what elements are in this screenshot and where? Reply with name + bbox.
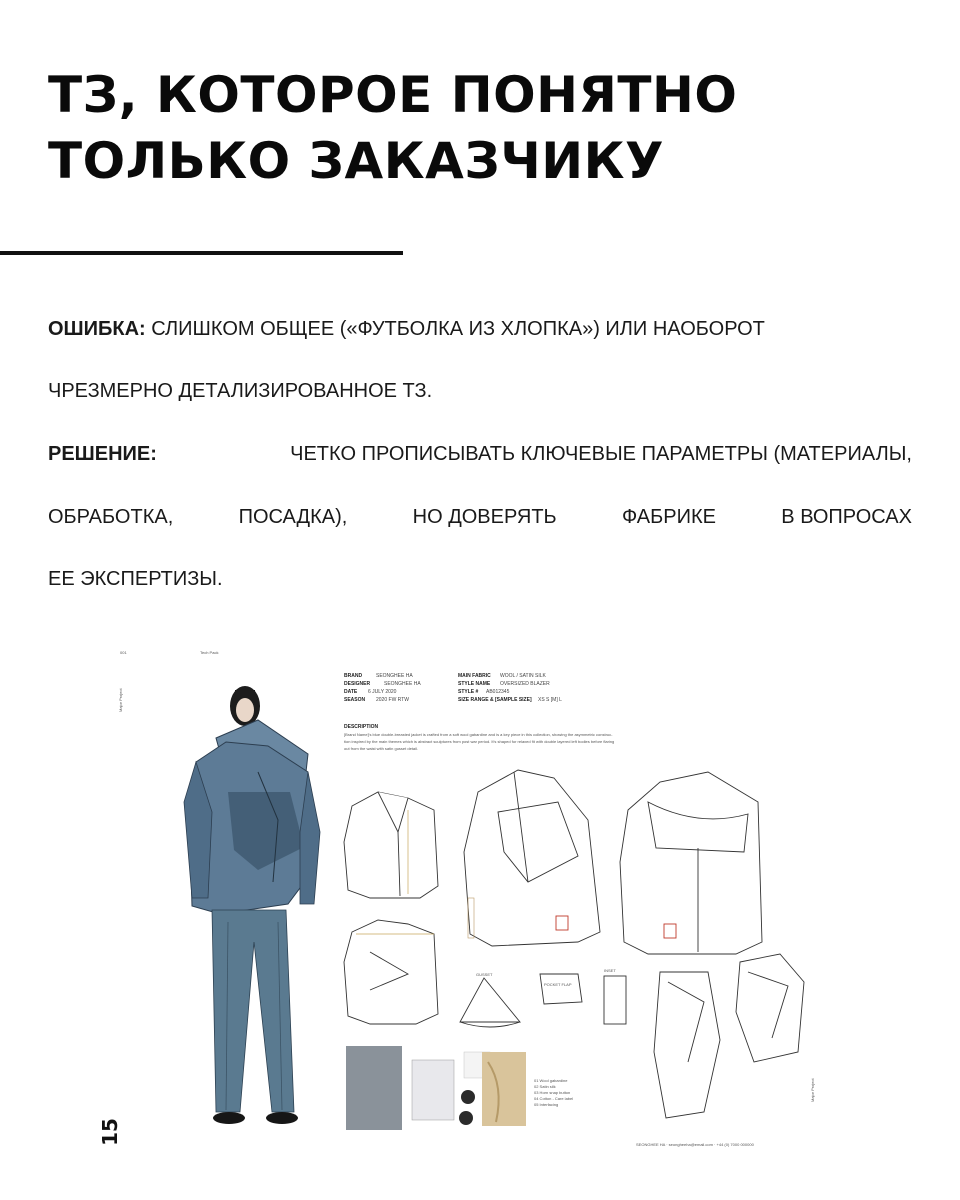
title-line-2: ТОЛЬКО ЗАКАЗЧИКУ: [48, 132, 665, 190]
material-item: 01 Wool gabardine: [534, 1078, 568, 1083]
error-line-1: [48, 318, 912, 341]
page-number: 15: [98, 1118, 122, 1146]
style-name-value: OVERSIZED BLAZER: [500, 681, 550, 687]
season-label: SEASON: [344, 697, 366, 703]
solution-word: ПОСАДКА),: [238, 506, 348, 528]
material-item: 03 Horn snap button: [534, 1090, 571, 1095]
error-line-2: ЧРЕЗМЕРНО ДЕТАЛИЗИРОВАННОЕ ТЗ.: [48, 380, 433, 402]
material-item: 04 Cotton - Care label: [534, 1096, 574, 1101]
tech-pack-illustration: [108, 642, 858, 1150]
tech-pack-right-label: Major Project: [810, 1078, 815, 1102]
description-label: DESCRIPTION: [344, 724, 379, 730]
title-line-1: ТЗ, КОТОРОЕ ПОНЯТНО: [48, 66, 738, 124]
model-face: [236, 698, 254, 722]
swatch-wool: [346, 1046, 402, 1130]
brand-label: BRAND: [344, 673, 363, 679]
model-shoe-right: [266, 1112, 298, 1124]
solution-label: РЕШЕНИЕ:: [48, 443, 157, 465]
solution-line-3: ЕЕ ЭКСПЕРТИЗЫ.: [48, 568, 223, 590]
button-swatch: [459, 1111, 473, 1125]
description-line: out from the waist with satin gusset detail.: [344, 746, 419, 751]
date-label: DATE: [344, 689, 358, 695]
solution-text-1: ЧЕТКО ПРОПИСЫВАТЬ КЛЮЧЕВЫЕ ПАРАМЕТРЫ (МАТЕРИАЛЫ,: [290, 443, 912, 465]
tech-pack-sheet: [108, 642, 858, 1150]
date-value: 6 JULY 2020: [368, 689, 397, 695]
title-divider: [0, 251, 403, 255]
tech-pack-page-code: 001: [120, 650, 127, 655]
solution-word: В ВОПРОСАХ: [781, 506, 912, 528]
tech-pack-header: Tech Pack: [200, 650, 219, 655]
tech-pack-side-label: Major Project: [118, 688, 123, 712]
season-value: 2020 FW RTW: [376, 697, 409, 703]
inset-label: INSET: [604, 968, 616, 973]
designer-value: SEONGHEE HA: [384, 681, 421, 687]
brand-value: SEONGHEE HA: [376, 673, 413, 679]
solution-line-1: [48, 443, 912, 466]
model-shoe-left: [213, 1112, 245, 1124]
swatch-satin: [412, 1060, 454, 1120]
material-item: 05 Interfacing: [534, 1102, 559, 1107]
solution-word: ФАБРИКЕ: [622, 506, 716, 528]
description-line: tion inspired by the main themes which is abstract sculptures from post war period. It's shaped for relaxed fit with double layered left bodies before flaring: [344, 739, 615, 744]
tech-pack-footer: SEONGHEE HA · seongheeha@email.com · +44 (0) 7000 000000: [636, 1142, 754, 1147]
style-no-label: STYLE #: [458, 689, 479, 695]
material-item: 02 Satin silk: [534, 1084, 556, 1089]
gusset-label: GUSSET: [476, 972, 493, 977]
style-name-label: STYLE NAME: [458, 681, 491, 687]
size-label: SIZE RANGE & [SAMPLE SIZE]: [458, 697, 532, 703]
solution-word: ОБРАБОТКА,: [48, 506, 174, 528]
page-title: [48, 62, 918, 194]
pocket-flap-label: POCKET FLAP: [544, 982, 572, 987]
fabric-label: MAIN FABRIC: [458, 673, 491, 679]
solution-line-2: [48, 506, 912, 529]
error-label: ОШИБКА:: [48, 318, 146, 340]
style-no-value: AB012345: [486, 689, 510, 695]
description-line: [Brand Name]'s blue double-breasted jacket is crafted from a soft wool gabardine and is a key piece in this collection, showing the asymmetric construc-: [344, 732, 613, 737]
size-value: XS S [M] L: [538, 697, 562, 703]
solution-word: НО ДОВЕРЯТЬ: [412, 506, 557, 528]
button-swatch: [461, 1090, 475, 1104]
error-text-1: СЛИШКОМ ОБЩЕЕ («ФУТБОЛКА ИЗ ХЛОПКА») ИЛИ НАОБОРОТ: [151, 318, 765, 340]
designer-label: DESIGNER: [344, 681, 371, 687]
fabric-value: WOOL / SATIN SILK: [500, 673, 546, 679]
